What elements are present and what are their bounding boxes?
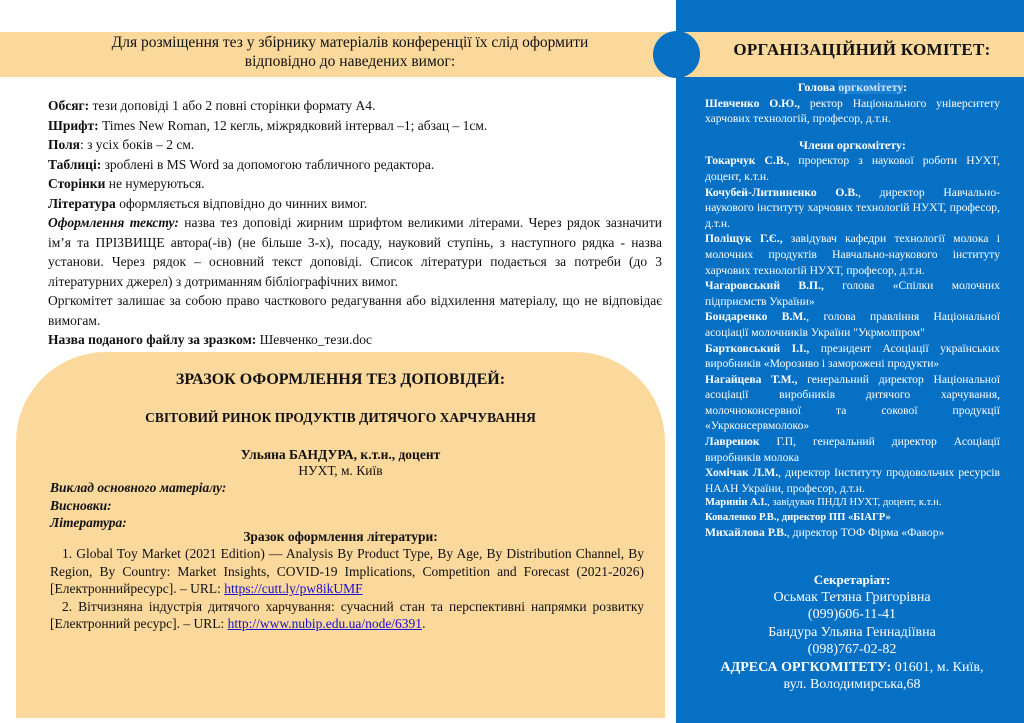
requirement-text: оформляється відповідно до чинних вимог. <box>115 195 368 211</box>
member-entry <box>705 341 1000 372</box>
member-entry <box>705 511 1000 526</box>
requirement-label: Сторінки <box>48 176 106 191</box>
member-entry <box>705 434 1000 465</box>
chair-heading-colon: : <box>903 80 908 94</box>
requirement-text: : з усіх боків – 2 см. <box>79 137 195 152</box>
literature-item <box>50 545 644 598</box>
literature-link[interactable]: https://cutt.ly/pw8ikUMF <box>224 581 363 596</box>
member-name: Чагаровський В.П., <box>705 279 824 293</box>
requirement-item <box>48 330 662 350</box>
member-name: Нагайцева Т.М., <box>705 372 798 386</box>
requirement-label: Таблиці: <box>48 156 102 172</box>
requirement-item <box>48 116 662 136</box>
address-line-2: вул. Володимирська,68 <box>783 677 921 692</box>
chair-heading-highlight: оргкомітету <box>838 80 904 94</box>
committee-title: ОРГАНІЗАЦІЙНИЙ КОМІТЕТ: <box>733 40 991 59</box>
member-name: Поліщук Г.Є., <box>705 232 783 246</box>
member-role: , директор ТОФ Фірма «Фавор» <box>786 526 945 540</box>
member-role: , голова правління Національної асоціації молочників України "Укрмолпром" <box>705 310 1000 339</box>
requirement-text: не нумеруються. <box>105 176 205 191</box>
sample-panel <box>16 352 665 718</box>
requirement-label: Назва поданого файлу за зразком: <box>48 332 257 347</box>
member-entry <box>705 231 1000 278</box>
member-name: Маринін А.І. <box>705 497 768 509</box>
decorative-circle <box>653 31 700 78</box>
member-entry <box>705 496 1000 511</box>
chair-entry <box>705 96 1000 127</box>
sample-title: ЗРАЗОК ОФОРМЛЕННЯ ТЕЗ ДОПОВІДЕЙ: <box>175 371 506 388</box>
member-name: Бондаренко В.М. <box>705 310 807 324</box>
member-entry <box>705 153 1000 184</box>
member-role: президент Асоціації українських виробників «Морозиво і заморожені продукти» <box>705 341 1000 371</box>
committee-body <box>705 80 1000 541</box>
literature-text: 1. Global Toy Market (2021 Edition) — Analysis By Product Type, By Age, By Distribution Channel, By Region, By Country: Market Insights, COVID-19 Implications, Competition and Forecast (2021-2026) [Електроннийресурс]. – URL: <box>50 546 644 596</box>
intro-text <box>60 33 640 71</box>
requirement-item <box>48 135 662 155</box>
secretariat-contact-name: Бандура Ульяна Геннадіївна <box>768 624 936 640</box>
member-entry <box>705 309 1000 340</box>
literature-text: 2. Вітчизняна індустрія дитячого харчування: сучасний стан та перспективні напрямки розвитку [Електронний ресурс]. – URL: <box>50 598 644 631</box>
member-name: Коваленко Р.В., директор ПП «БІАГР» <box>705 511 891 523</box>
requirement-text: Оргкомітет залишає за собою право часткового редагування або відхилення матеріалу, що не відповідає вимогам. <box>48 293 662 328</box>
literature-after: . <box>422 616 426 631</box>
member-name: Кочубей-Литвиненко О.В. <box>705 185 858 199</box>
literature-title: Зразок оформлення літератури: <box>243 529 438 544</box>
requirement-text: тези доповіді 1 або 2 повні сторінки формату А4. <box>89 98 376 113</box>
members-heading: Члени оргкомітету: <box>799 137 906 152</box>
sample-subtitle: СВІТОВИЙ РИНОК ПРОДУКТІВ ДИТЯЧОГО ХАРЧУВАННЯ <box>145 410 536 425</box>
secretariat-phone: (098)767-02-82 <box>807 642 897 657</box>
member-name: Лавренюк <box>705 435 760 449</box>
secretariat-phone: (099)606-11-41 <box>807 607 897 622</box>
intro-line-1: Для розміщення тез у збірнику матеріалів конференції їх слід оформити <box>111 34 589 51</box>
requirement-label: Поля <box>48 137 80 152</box>
secretariat <box>690 571 1014 694</box>
member-role: , завідувач ПНДЛ НУХТ, доцент, к.т.н. <box>767 497 942 509</box>
sample-section: Висновки: <box>50 497 112 513</box>
secretariat-contact-name: Осьмак Тетяна Григорівна <box>773 589 931 605</box>
chair-heading-text: Голова <box>797 80 839 94</box>
sample-section: Виклад основного матеріалу: <box>50 480 227 495</box>
intro-line-2: відповідно до наведених вимог: <box>244 53 456 70</box>
requirement-text: зроблені в MS Word за допомогою табличного редактора. <box>101 156 435 172</box>
requirement-item <box>48 213 662 291</box>
member-role: генеральний директор Національної асоціації виробників дитячого харчування, молочноконсервної та сокової продукції «Укрконсервмолоко» <box>705 372 1000 433</box>
literature-link[interactable]: http://www.nubip.edu.ua/node/6391 <box>227 616 423 631</box>
member-entry <box>705 465 1000 496</box>
member-entry <box>705 278 1000 309</box>
member-name: Хомічак Л.М. <box>705 466 779 480</box>
requirement-item <box>48 155 662 175</box>
literature-item <box>50 598 644 633</box>
requirement-item <box>48 194 662 214</box>
member-name: Шевченко О.Ю., <box>705 96 801 110</box>
sample-sections <box>50 479 226 532</box>
chair-heading <box>705 80 1000 96</box>
sample-author: Ульяна БАНДУРА, к.т.н., доцент <box>240 447 441 462</box>
member-name: Михайлова Р.В. <box>705 526 787 540</box>
requirement-item <box>48 174 662 194</box>
requirement-label: Оформлення тексту: <box>48 215 179 230</box>
requirement-text: Times New Roman, 12 кегль, міжрядковий інтервал –1; абзац – 1см. <box>98 117 488 133</box>
requirement-label: Обсяг: <box>48 98 90 113</box>
requirement-item <box>48 291 662 330</box>
member-entry <box>705 525 1000 541</box>
member-entry <box>705 185 1000 232</box>
requirement-label: Шрифт: <box>48 117 99 133</box>
requirement-label: Література <box>48 195 116 211</box>
member-role: ректор Національного університету харчових технологій, професор, д.т.н. <box>705 96 1000 126</box>
address <box>690 659 1014 677</box>
sample-section: Література: <box>50 515 127 530</box>
member-role: , директор Навчально-наукового інституту харчових технологій НУХТ, професор, д.т.н. <box>705 185 1000 230</box>
address-label: АДРЕСА ОРГКОМІТЕТУ: <box>720 659 892 675</box>
requirement-text: Шевченко_тези.doc <box>256 332 372 347</box>
member-name: Токарчук С.В. <box>705 154 787 168</box>
sample-institution: НУХТ, м. Київ <box>298 463 383 478</box>
member-role: завідувач кафедри технології молока і молочних продуктів Навчально-наукового інституту харчових технологій НУХТ, професор, д.т.н. <box>705 232 1000 277</box>
address-line-1: 01601, м. Київ, <box>891 659 984 675</box>
literature-list <box>50 545 644 633</box>
requirement-item <box>48 96 662 116</box>
member-role: , директор Інституту продовольчих ресурсів НААН України, професор, д.т.н. <box>705 466 1000 495</box>
member-role: голова «Спілки молочних підприємств України» <box>705 279 1000 308</box>
member-role: , проректор з наукової роботи НУХТ, доцент, к.т.н. <box>705 154 1000 183</box>
member-name: Бартковський І.І., <box>705 341 810 355</box>
requirements-list <box>48 96 662 350</box>
member-role: Г.П, генеральний директор Асоціації виробників молока <box>705 435 1000 464</box>
requirement-text: назва тез доповіді жирним шрифтом великими літерами. Через рядок зазначити ім’я та ПРІЗВИЩЕ автора(-ів) (не більше 3-х), посаду, науковий ступінь, з наступного рядка - назва установи. Через рядок – основний текст доповіді. Список літератури подається за потреби (до 3 літературних джерел) з дотриманням бібліографічних вимог. <box>48 215 663 289</box>
member-entry <box>705 372 1000 434</box>
secretariat-heading: Секретаріат: <box>813 572 891 587</box>
